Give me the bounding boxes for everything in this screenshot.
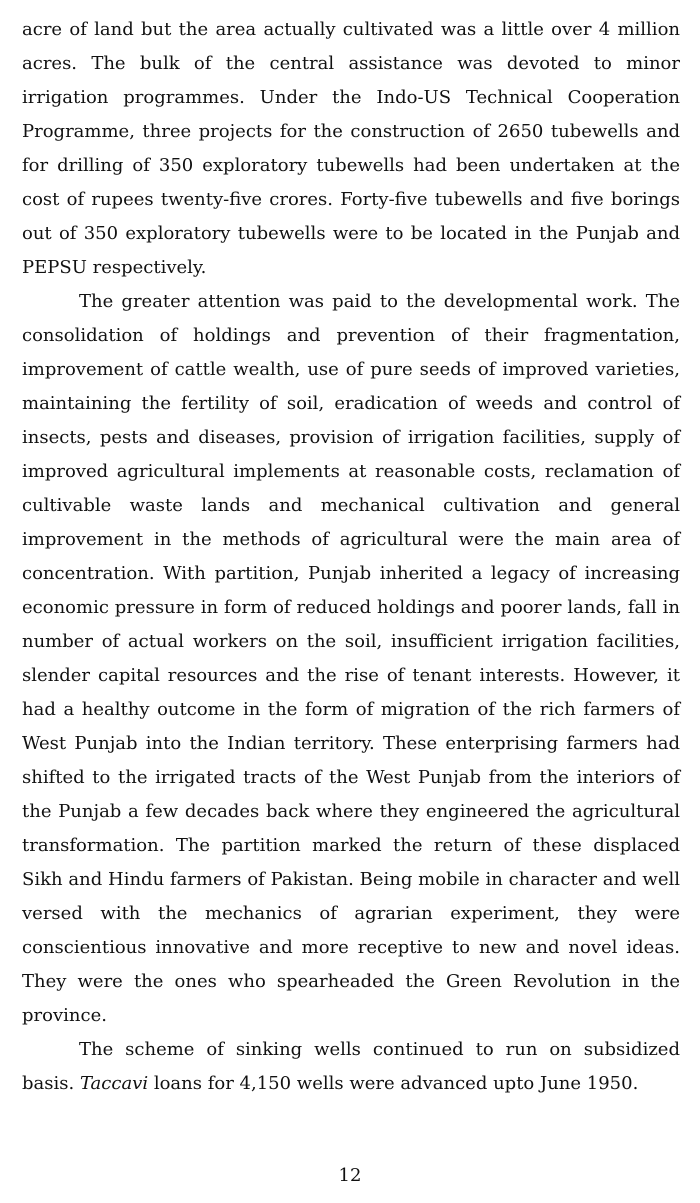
paragraph-developmental-work: The greater attention was paid to the developmental work. The consolidation of holdings and prevention of their fragmentation, improvement of cattle wealth, use of pure seeds of improved varieties, maintaining the fertility of soil, eradication of weeds and control of insects, pests and diseases, provision of irrigation facilities, supply of improved agricultural implements at reasonable costs, reclamation of cultivable waste lands and mechanical cultivation and general improvement in the methods of agricultural were the main area of concentration. With partition, Punjab inherited a legacy of increasing economic pressure in form of reduced holdings and poorer lands, fall in number of actual workers on the soil, insufficient irrigation facilities, slender capital resources and the rise of tenant interests. However, it had a healthy outcome in the form of migration of the rich farmers of West Punjab into the Indian territory. These enterprising farmers had shifted to the irrigated tracts of the West Punjab from the interiors of the Punjab a few decades back where they engineered the agricultural transformation. The partition marked the return of these displaced Sikh and Hindu farmers of Pakistan. Being mobile in character and well versed with the mechanics of agrarian experiment, they were conscientious innovative and more receptive to new and novel ideas. They were the ones who spearheaded the Green Revolution in the province. <box>22 291 680 1026</box>
paragraph-wells-scheme-start: The scheme of sinking wells continued to run on subsidized basis. <box>22 1039 680 1094</box>
document-body <box>22 13 680 1101</box>
page-number: 12 <box>338 1165 362 1186</box>
paragraph-irrigation-assistance: acre of land but the area actually cultivated was a little over 4 million acres. The bulk of the central assistance was devoted to minor irrigation programmes. Under the Indo-US Technical Cooperation Programme, three projects for the construction of 2650 tubewells and for drilling of 350 exploratory tubewells had been undertaken at the cost of rupees twenty-five crores. Forty-five tubewells and five borings out of 350 exploratory tubewells were to be located in the Punjab and PEPSU respectively. <box>22 19 680 278</box>
taccavi-term: Taccavi <box>79 1073 149 1094</box>
paragraph-wells-scheme-end: loans for 4,150 wells were advanced upto June 1950. <box>148 1073 639 1094</box>
paragraph-wells-scheme <box>22 1033 680 1101</box>
